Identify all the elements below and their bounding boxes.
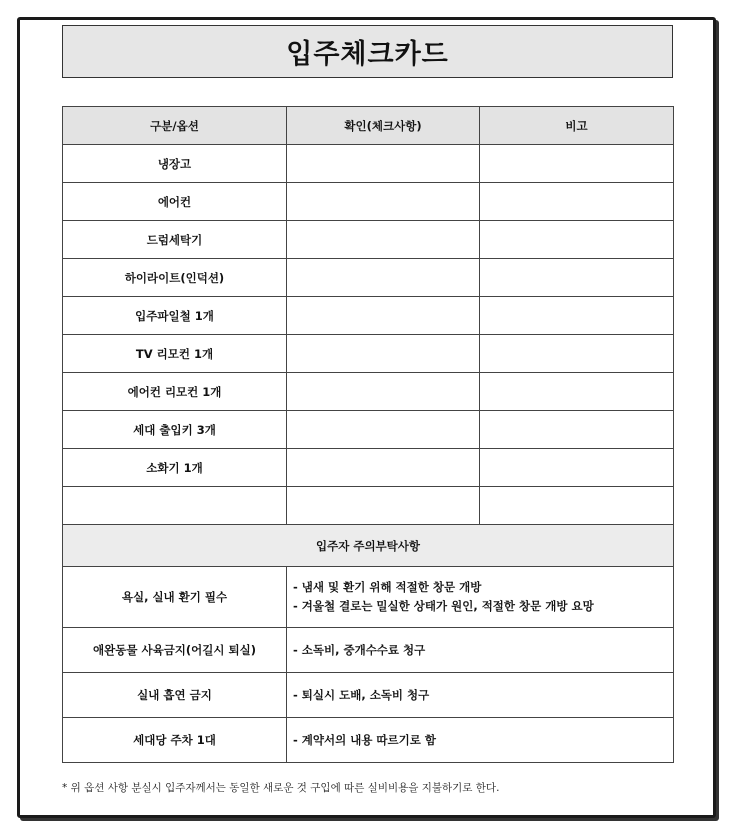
section-title: 입주자 주의부탁사항 bbox=[63, 525, 674, 567]
table-row bbox=[63, 335, 674, 373]
note-line: - 소독비, 중개수수료 청구 bbox=[293, 642, 426, 657]
note-detail bbox=[287, 718, 674, 763]
note-label: 애완동물 사육금지(어길시 퇴실) bbox=[63, 628, 287, 673]
title-box bbox=[62, 25, 673, 78]
note-detail bbox=[287, 567, 674, 628]
table-row bbox=[63, 221, 674, 259]
item-label: TV 리모컨 1개 bbox=[63, 335, 287, 373]
remarks-cell[interactable] bbox=[480, 183, 674, 221]
item-label: 냉장고 bbox=[63, 145, 287, 183]
note-row bbox=[63, 567, 674, 628]
remarks-cell[interactable] bbox=[480, 221, 674, 259]
note-label: 욕실, 실내 환기 필수 bbox=[63, 567, 287, 628]
item-label: 에어컨 bbox=[63, 183, 287, 221]
note-line: - 냄새 및 환기 위해 적절한 창문 개방 bbox=[293, 580, 482, 594]
item-label: 드럼세탁기 bbox=[63, 221, 287, 259]
remarks-cell[interactable] bbox=[480, 259, 674, 297]
check-cell[interactable] bbox=[287, 297, 480, 335]
remarks-cell[interactable] bbox=[480, 411, 674, 449]
note-detail bbox=[287, 628, 674, 673]
footer-note: * 위 옵션 사항 분실시 입주자께서는 동일한 새로운 것 구입에 따른 실비비용을 지불하기로 한다. bbox=[62, 782, 500, 794]
remarks-cell[interactable] bbox=[480, 373, 674, 411]
remarks-cell[interactable] bbox=[480, 449, 674, 487]
item-label[interactable] bbox=[63, 487, 287, 525]
item-label: 입주파일철 1개 bbox=[63, 297, 287, 335]
table-row bbox=[63, 183, 674, 221]
table-row bbox=[63, 411, 674, 449]
note-row bbox=[63, 628, 674, 673]
check-cell[interactable] bbox=[287, 373, 480, 411]
note-row bbox=[63, 673, 674, 718]
table-row bbox=[63, 145, 674, 183]
check-cell[interactable] bbox=[287, 335, 480, 373]
page-title: 입주체크카드 bbox=[286, 39, 449, 70]
table-row bbox=[63, 297, 674, 335]
remarks-cell[interactable] bbox=[480, 487, 674, 525]
item-label: 에어컨 리모컨 1개 bbox=[63, 373, 287, 411]
table-row bbox=[63, 449, 674, 487]
item-label: 소화기 1개 bbox=[63, 449, 287, 487]
check-cell[interactable] bbox=[287, 259, 480, 297]
note-line: - 퇴실시 도배, 소독비 청구 bbox=[293, 687, 430, 702]
header-row bbox=[63, 107, 674, 145]
note-detail bbox=[287, 673, 674, 718]
note-label: 세대당 주차 1대 bbox=[63, 718, 287, 763]
check-cell[interactable] bbox=[287, 183, 480, 221]
item-label: 하이라이트(인덕션) bbox=[63, 259, 287, 297]
note-line: - 계약서의 내용 따르기로 함 bbox=[293, 732, 436, 747]
note-row bbox=[63, 718, 674, 763]
item-label: 세대 출입키 3개 bbox=[63, 411, 287, 449]
check-cell[interactable] bbox=[287, 449, 480, 487]
table-row bbox=[63, 259, 674, 297]
remarks-cell[interactable] bbox=[480, 145, 674, 183]
note-line: - 겨울철 결로는 밀실한 상태가 원인, 적절한 창문 개방 요망 bbox=[293, 599, 594, 613]
check-cell[interactable] bbox=[287, 145, 480, 183]
remarks-cell[interactable] bbox=[480, 335, 674, 373]
check-cell[interactable] bbox=[287, 221, 480, 259]
remarks-cell[interactable] bbox=[480, 297, 674, 335]
header-category: 구분/옵션 bbox=[63, 107, 287, 145]
note-label: 실내 흡연 금지 bbox=[63, 673, 287, 718]
check-cell[interactable] bbox=[287, 411, 480, 449]
table-row bbox=[63, 487, 674, 525]
table-row bbox=[63, 373, 674, 411]
header-remarks: 비고 bbox=[480, 107, 674, 145]
check-cell[interactable] bbox=[287, 487, 480, 525]
section-row bbox=[63, 525, 674, 567]
header-check: 확인(체크사항) bbox=[287, 107, 480, 145]
checklist-table bbox=[62, 106, 674, 763]
